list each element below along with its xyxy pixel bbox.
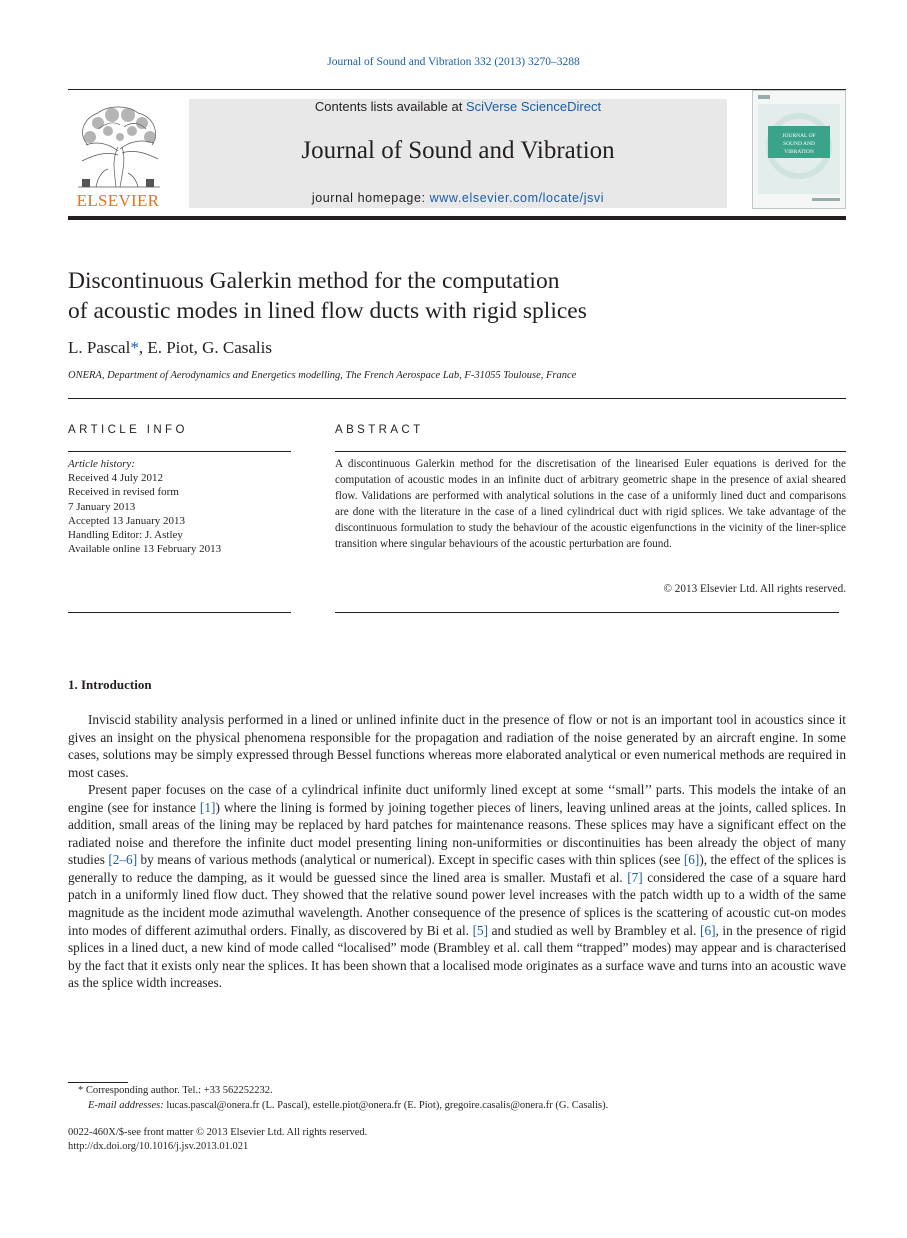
footnote-rule [68, 1082, 128, 1083]
footnotes [68, 1084, 608, 1113]
corresponding-author-note: * Corresponding author. Tel.: +33 562252232. [78, 1085, 273, 1096]
citation-ref-2-6[interactable]: [2–6] [108, 852, 138, 868]
history-line: Received 4 July 2012 [68, 472, 164, 485]
history-line: Available online 13 February 2013 [68, 543, 222, 556]
doi-line[interactable]: http://dx.doi.org/10.1016/j.jsv.2013.01.021 [68, 1141, 249, 1153]
article-history [68, 457, 291, 556]
article-info-rule-top [68, 451, 291, 452]
citation-ref-6b[interactable]: [6] [700, 922, 716, 938]
author-list [68, 338, 272, 358]
title-line-2: of acoustic modes in lined flow ducts with rigid splices [68, 298, 587, 324]
abstract-rule-top [335, 451, 846, 452]
cover-title-line-3: VIBRATION [784, 149, 814, 155]
citation-ref-1[interactable]: [1] [199, 799, 216, 815]
elsevier-wordmark: ELSEVIER [76, 191, 160, 210]
abstract-text: A discontinuous Galerkin method for the discretisation of the linearised Euler equations is derived for the computation of acoustic modes in an infinite duct of arbitrary geometric shape in the presence of axial sheared flow. Validations are performed with analytical solutions in the case of a uniformly lined duct and comparisons are done with the literature in the case of a lined cylindrical duct with rigid splices. We take advantage of the discontinuous formulation to study the behaviour of the acoustic eigenfunctions in the vicinity of the liner-splice transition where singular behaviours of the acoustic perturbation are found. [335, 458, 846, 550]
contents-line: Contents lists available at SciVerse ScienceDirect [314, 99, 602, 114]
cover-title-line-2: SOUND AND [783, 141, 815, 147]
header-rule [68, 89, 846, 90]
title-line-1: Discontinuous Galerkin method for the computation [68, 268, 560, 294]
sciencedirect-link[interactable]: SciVerse ScienceDirect [465, 99, 602, 114]
history-line: Accepted 13 January 2013 [68, 514, 185, 527]
email-addresses: E-mail addresses: lucas.pascal@onera.fr (L. Pascal), estelle.piot@onera.fr (E. Piot), gregoire.casalis@onera.fr (G. Casalis). [88, 1099, 609, 1111]
abstract-rule-bottom [335, 612, 839, 613]
homepage-link[interactable]: www.elsevier.com/locate/jsvi [429, 191, 605, 205]
intro-paragraph-1: Inviscid stability analysis performed in a lined or unlined infinite duct in the presence of flow or not is an important tool in acoustics since it gives an insight on the physical phenomena responsible for the propagation and radiation of the noise generated by an aircraft engine. In some cases, solutions may be simply expressed through Bessel functions whereas more elaborated analytical or even numerical methods are required in most cases. [68, 712, 846, 780]
affiliation: ONERA, Department of Aerodynamics and Energetics modelling, The French Aerospace Lab, F-31055 Toulouse, France [68, 370, 577, 381]
article-info-rule-bottom [68, 612, 291, 613]
article-info-heading: ARTICLE INFO [68, 424, 188, 436]
citation-ref-7[interactable]: [7] [627, 869, 643, 885]
introduction-body [68, 711, 846, 992]
cover-title-line-1: JOURNAL OF [782, 133, 816, 139]
journal-citation[interactable]: Journal of Sound and Vibration 332 (2013) 3270–3288 [327, 56, 580, 68]
section-heading-introduction: 1. Introduction [68, 677, 152, 692]
page-footer [68, 1126, 367, 1155]
citation-ref-6[interactable]: [6] [683, 852, 700, 868]
author-pascal: L. Pascal [68, 338, 131, 357]
abstract-copyright: © 2013 Elsevier Ltd. All rights reserved. [663, 583, 846, 595]
affiliation-rule [68, 398, 846, 399]
journal-cover-thumbnail[interactable] [752, 90, 846, 209]
intro-paragraph-2: Present paper focuses on the case of a cylindrical infinite duct uniformly lined except at some ‘‘small’’ parts. This models the intake of an engine (see for instance [1]) where the lining is formed by joining together pieces of liners, leaving unlined areas at the joints, called splices. In addition, small areas of the lining may be replaced by hard patches for maintenance reasons. These splices may have a significant effect on the radiated noise and therefore the infinite duct model presenting lining non-uniformities or discontinuities has been already the object of many studies [2–6] by means of various methods (analytical or numerical). Except in specific cases with thin splices (see [6]), the effect of the splices is generally to reduce the damping, as it would be guessed since the lined area is smaller. Mustafi et al. [7] considered the case of a square hard patch in a uniformly lined flow duct. They showed that the relative sound power level increases with the patch width up to a width of the same magnitude as the incident mode azimuthal wavelength. Another consequence of the presence of splices is the scattering of acoustic cut-on modes into modes of different azimuthal orders. Finally, as discovered by Bi et al. [5] and studied as well by Brambley et al. [6], in the presence of rigid splices in a lined duct, a new kind of mode called “localised” mode (Brambley et al. call them “trapped” modes) may appear and is characterised by the fact that it exists only near the splices. It has been shown that a localised mode originates as a surface wave and turns into an acoustic wave as the splice width increases. [68, 782, 846, 991]
journal-name: Journal of Sound and Vibration [301, 137, 615, 164]
history-label: Article history: [68, 458, 135, 470]
abstract-heading: ABSTRACT [335, 424, 424, 436]
article-title [68, 266, 828, 326]
citation-ref-5[interactable]: [5] [472, 922, 489, 938]
authors-rest: , E. Piot, G. Casalis [138, 338, 272, 357]
history-line: 7 January 2013 [68, 500, 136, 513]
history-line: Received in revised form [68, 486, 179, 499]
history-line: Handling Editor: J. Astley [68, 529, 183, 542]
corresponding-author-mark[interactable]: * [130, 338, 139, 357]
header-thick-rule [68, 216, 846, 220]
issn-line: 0022-460X/$-see front matter © 2013 Elsevier Ltd. All rights reserved. [68, 1127, 368, 1138]
journal-homepage: journal homepage: www.elsevier.com/locate/jsvi [311, 191, 605, 205]
